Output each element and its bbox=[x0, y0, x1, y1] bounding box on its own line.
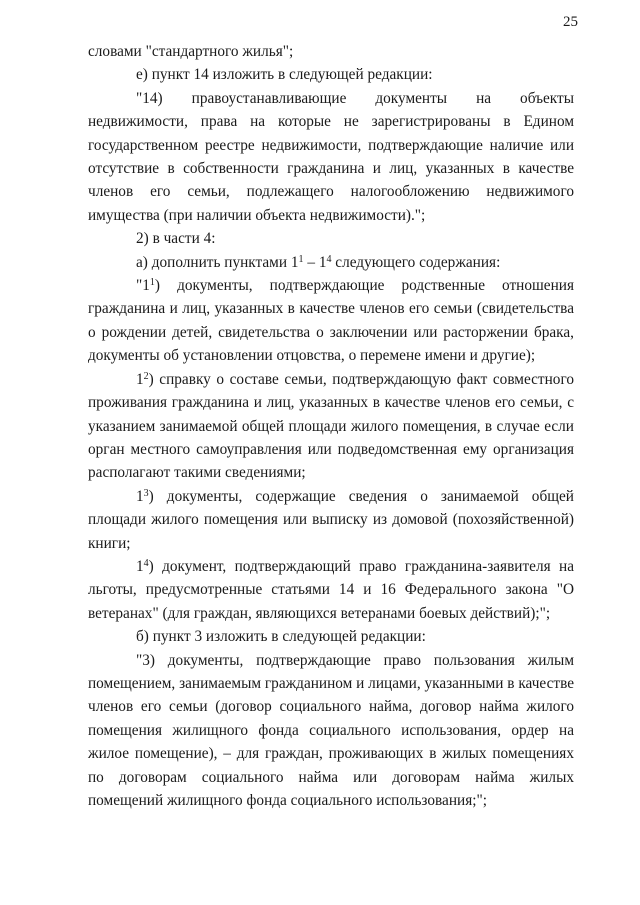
paragraph-item-a-after: следующего содержания: bbox=[331, 253, 501, 271]
paragraph-point-1-3 bbox=[88, 485, 574, 555]
point-text: ) документ, подтверждающий право гражданина-заявителя на льготы, предусмотренные статьями 14 и 16 Федерального закона "О ветеранах" (для граждан, являющихся ветеранами боевых действий);"; bbox=[88, 557, 574, 622]
point-text: ) документы, подтверждающие родственные отношения гражданина и лиц, указанных в качестве членов его семьи (свидетельства о рождении детей, свидетельства о заключении или расторжении брака, документы об установлении отцовства, о перемене имени и другие); bbox=[88, 277, 574, 365]
paragraph-item-a bbox=[88, 251, 574, 274]
point-number: "1 bbox=[136, 277, 150, 295]
paragraph-item-b: б) пункт 3 изложить в следующей редакции: bbox=[136, 628, 426, 646]
paragraph-point-1-1 bbox=[88, 274, 574, 368]
paragraph-point-1-4 bbox=[88, 555, 574, 625]
paragraph-item-e: е) пункт 14 изложить в следующей редакции: bbox=[136, 66, 433, 84]
paragraph-point-1-2 bbox=[88, 368, 574, 485]
superscript: 2 bbox=[143, 370, 149, 382]
superscript: 1 bbox=[149, 277, 155, 289]
point-text: ) справку о составе семьи, подтверждающую факт совместного проживания гражданина и лиц, указанных в качестве членов его семьи, с указанием занимаемой общей площади жилого помещения, в случае если орган местного самоуправления или подведомственная ему организация располагают такими сведениями; bbox=[88, 370, 574, 482]
superscript: 3 bbox=[143, 487, 149, 499]
point-text: ) документы, содержащие сведения о занимаемой общей площади жилого помещения или выписку из домовой (похозяйственной) книги; bbox=[88, 487, 574, 552]
document-body bbox=[88, 40, 574, 812]
paragraph-part-4: 2) в части 4: bbox=[136, 230, 216, 248]
superscript: 1 bbox=[298, 253, 304, 265]
page-number: 25 bbox=[563, 14, 578, 30]
point-number: 1 bbox=[136, 557, 144, 575]
paragraph-item-a-before: а) дополнить пунктами 1 bbox=[136, 253, 299, 271]
superscript: 4 bbox=[326, 253, 332, 265]
superscript: 4 bbox=[143, 557, 149, 569]
point-number: 1 bbox=[136, 370, 144, 388]
paragraph-item-a-middle: – 1 bbox=[303, 253, 327, 271]
paragraph-continuation: словами "стандартного жилья"; bbox=[88, 43, 294, 60]
point-number: 1 bbox=[136, 487, 144, 505]
paragraph-point-14: "14) правоустанавливающие документы на объекты недвижимости, права на которые не зарегистрированы в Едином государственном реестре недвижимости, подтверждающие наличие или отсутствие в собственности гражданина и лиц, указанных в качестве членов его семьи, подлежащего налогообложению недвижимого имущества (при наличии объекта недвижимости)."; bbox=[88, 89, 574, 224]
paragraph-point-3: "3) документы, подтверждающие право пользования жилым помещением, занимаемым гражданином и лицами, указанными в качестве членов его семьи (договор социального найма, договор найма жилого помещения жилищного фонда социального использования, ордер на жилое помещение), – для граждан, проживающих в жилых помещениях по договорам социального найма или договорам найма жилых помещений жилищного фонда социального использования;"; bbox=[88, 651, 574, 809]
